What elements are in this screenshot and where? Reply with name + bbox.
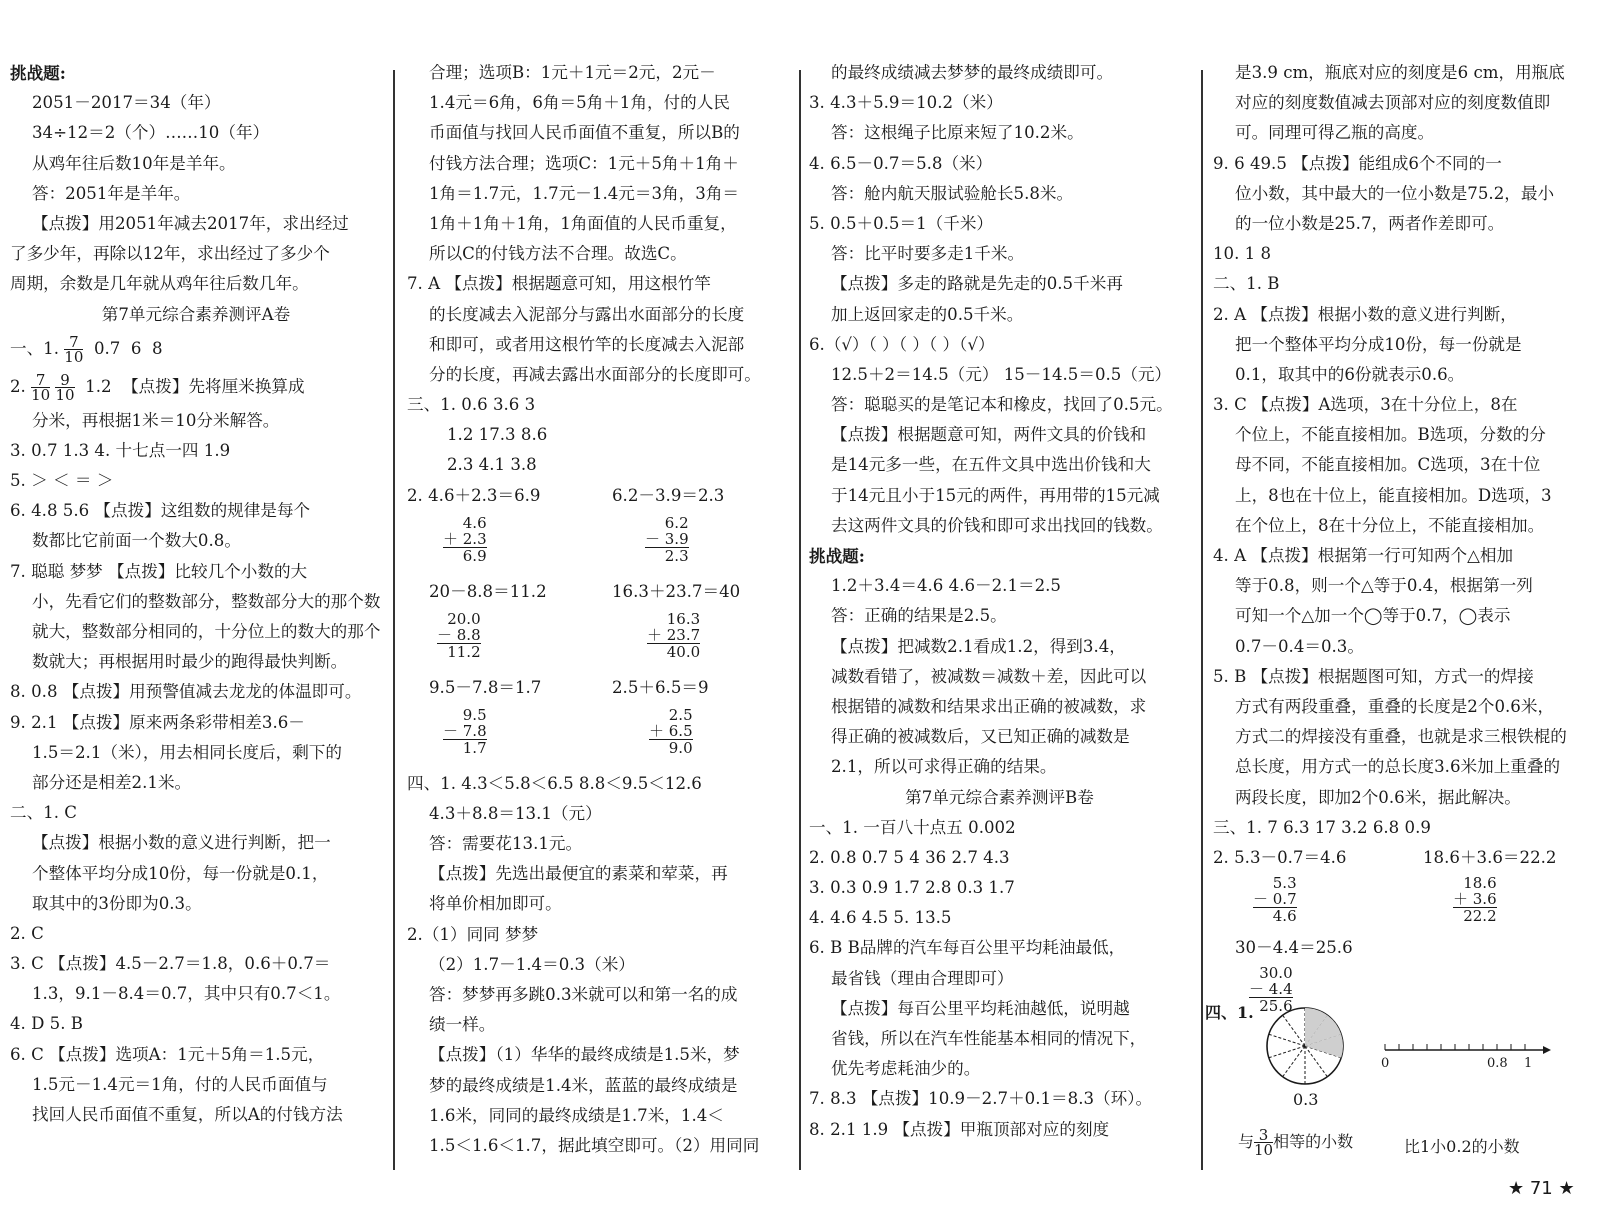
hint-line: 周期，余数是几年就从鸡年往后数几年。 — [10, 274, 309, 294]
hint-line: 分的长度，再减去露出水面部分的长度即可。 — [429, 364, 761, 384]
answer-line: 2. A 【点拨】根据小数的意义进行判断， — [1213, 304, 1517, 324]
answer-line: 一、1. 一百八十点五 0.002 — [809, 817, 1016, 837]
answer-line: 2.3 4.1 3.8 — [447, 455, 537, 475]
calc-block — [407, 481, 790, 577]
column-divider — [799, 70, 801, 1170]
hint-line: 【点拨】用2051年减去2017年，求出经过 — [32, 213, 349, 233]
equation: 2. 5.3－0.7＝4.6 — [1213, 847, 1347, 867]
challenge-heading: 挑战题: — [809, 546, 865, 566]
hint-line: 1.6米，同同的最终成绩是1.7米，1.4＜ — [429, 1105, 724, 1125]
answer-line: 5. ＞ ＜ ＝ ＞ — [10, 471, 114, 491]
answer-line: 三、1. 0.6 3.6 3 — [407, 395, 536, 415]
hint-line: 找回人民币面值不重复，所以A的付钱方法 — [32, 1105, 343, 1124]
answer-line: 4. 4.6 4.5 5. 13.5 — [809, 908, 952, 928]
shaded-sectors — [1305, 1008, 1343, 1058]
answer-line: 答：比平时要多走1千米。 — [831, 244, 1025, 264]
figure-caption-1: 与 $\frac{3}{10}$ 相等的小数 — [1238, 1126, 1354, 1159]
equation: 20－8.8＝11.2 — [429, 581, 547, 601]
vertical-calc: 4.6 ＋ 2.3 6.9 — [443, 513, 487, 565]
hint-line: 0.7－0.4＝0.3。 — [1235, 636, 1364, 656]
answer-line: 3. 0.7 1.3 4. 十七点一四 1.9 — [10, 440, 231, 460]
figure-label: 四、1. — [1205, 1003, 1254, 1022]
answer-line: 6.（√）（ ）（ ）（ ）（√） — [809, 334, 995, 354]
answer-line: 答：正确的结果是2.5。 — [831, 606, 1007, 626]
answer-line: 2. $\frac{7}{10}$ $\frac{9}{10}$ 1.2 【点拨】先将厘米换算成 — [10, 370, 305, 404]
answer-column-2 — [407, 58, 790, 1161]
hint-line: 两段长度，即加2个0.6米，据此解决。 — [1235, 787, 1521, 807]
fraction: $\frac{3}{10}$ — [1254, 1126, 1274, 1159]
hint-line: 1角＝1.7元，1.7元－1.4元＝3角，3角＝ — [429, 183, 739, 203]
number-line-ticks — [1385, 1044, 1525, 1050]
equation: 16.3＋23.7＝40 — [612, 581, 741, 601]
answer-line: 7. 聪聪 梦梦 【点拨】比较几个小数的大 — [10, 561, 308, 581]
hint-line: 了多少年，再除以12年，求出经过了多少个 — [10, 244, 330, 264]
challenge-heading: 挑战题: — [10, 63, 66, 83]
hint-line: 0.1，取其中的6份就表示0.6。 — [1235, 364, 1465, 384]
hint-line: 方式有两段重叠，重叠的长度是2个0.6米， — [1235, 696, 1555, 716]
answer-line: 12.5＋2＝14.5（元） 15－14.5＝0.5（元） — [831, 364, 1172, 384]
answer-line: 三、1. 7 6.3 17 3.2 6.8 0.9 — [1213, 817, 1431, 837]
circle-diagram — [1267, 1008, 1343, 1084]
hint-line: 【点拨】先选出最便宜的素菜和荤菜，再 — [429, 864, 728, 884]
answer-line: 8. 2.1 1.9 【点拨】甲瓶顶部对应的刻度 — [809, 1119, 1110, 1139]
hint-line: 等于0.8，则一个△等于0.4，根据第一列 — [1235, 576, 1533, 596]
hint-line: 部分还是相差2.1米。 — [32, 772, 192, 792]
hint-line: 的一位小数是25.7，两者作差即可。 — [1235, 213, 1505, 233]
hint-line: 可。同理可得乙瓶的高度。 — [1235, 123, 1435, 143]
column-divider — [1201, 70, 1203, 1170]
fraction: $\frac{7}{10}$ — [31, 370, 51, 404]
hint-line: 把一个整体平均分成10份，每一份就是 — [1235, 334, 1522, 354]
answer-line: 4. D 5. B — [10, 1014, 83, 1034]
hint-line: 1.5＜1.6＜1.7，据此填空即可。（2）用同同 — [429, 1135, 760, 1155]
circle-spoke — [1283, 1015, 1305, 1046]
hint-line: 1角＋1角＋1角，1角面值的人民币重复， — [429, 213, 737, 233]
circle-spoke — [1269, 1034, 1305, 1046]
hint-line: 数就大；再根据用时最少的跑得最快判断。 — [32, 652, 348, 672]
fraction: $\frac{9}{10}$ — [55, 370, 75, 404]
hint-line: 1.5元－1.4元＝1角，付的人民币面值与 — [32, 1074, 328, 1094]
page-number: ★ 71 ★ — [1508, 1178, 1575, 1199]
hint-line: 【点拨】把减数2.1看成1.2，得到3.4， — [831, 636, 1126, 656]
text-line: 34÷12＝2（个）……10（年） — [32, 123, 270, 143]
text-line: 2051－2017＝34（年） — [32, 93, 221, 113]
answer-line: 7. A 【点拨】根据题意可知，用这根竹竿 — [407, 274, 711, 294]
answer-line: 4.3＋8.8＝13.1（元） — [429, 803, 602, 823]
equation: 9.5－7.8＝1.7 — [429, 677, 542, 697]
answer-line: 绩一样。 — [429, 1015, 496, 1035]
hint-line: 减数看错了，被减数＝减数＋差，因此可以 — [831, 666, 1147, 686]
answer-line: 答：舱内航天服试验舱长5.8米。 — [831, 183, 1074, 203]
section-title: 第7单元综合素养测评A卷 — [101, 304, 291, 324]
circle-spoke — [1283, 1046, 1305, 1077]
hint-line: 是14元多一些，在五件文具中选出价钱和大 — [831, 455, 1151, 475]
answer-line: 二、1. C — [10, 803, 77, 823]
hint-line: 【点拨】根据题意可知，两件文具的价钱和 — [831, 425, 1147, 445]
hint-line: 梦的最终成绩是1.4米，蓝蓝的最终成绩是 — [429, 1075, 738, 1095]
hint-line: 将单价相加即可。 — [429, 894, 562, 914]
answer-line: 2. C — [10, 923, 44, 943]
answer-line: 7. 8.3 【点拨】10.9－2.7＋0.1＝8.3（环）。 — [809, 1089, 1153, 1109]
hint-line: 个整体平均分成10份，每一份就是0.1， — [32, 863, 329, 883]
line-label-1: 1 — [1524, 1056, 1533, 1071]
answer-line: 最省钱（理由合理即可） — [831, 968, 1014, 988]
hint-line: 【点拨】根据小数的意义进行判断，把一 — [32, 833, 331, 853]
answer-line: 3. 4.3＋5.9＝10.2（米） — [809, 93, 1003, 113]
answer-line: 答：这根绳子比原来短了10.2米。 — [831, 123, 1084, 143]
answer-line: 二、1. B — [1213, 274, 1280, 294]
vertical-calc: 30.0 － 4.4 25.6 — [1249, 963, 1293, 1015]
equation: 2. 4.6＋2.3＝6.9 — [407, 485, 541, 505]
answer-line: 答：梦梦再多跳0.3米就可以和第一名的成 — [429, 984, 738, 1004]
hint-line: 方式二的焊接没有重叠，也就是求三根铁棍的 — [1235, 727, 1567, 747]
answer-figure — [1205, 1000, 1595, 1130]
answer-line: 9. 2.1 【点拨】原来两条彩带相差3.6－ — [10, 712, 305, 732]
equation: 6.2－3.9＝2.3 — [612, 485, 725, 505]
hint-line: 的长度减去入泥部分与露出水面部分的长度 — [429, 304, 745, 324]
hint-line: 就大，整数部分相同的，十分位上的数大的那个 — [32, 622, 381, 641]
answer-line: 四、1. 4.3＜5.8＜6.5 8.8＜9.5＜12.6 — [407, 773, 702, 793]
hint-line: 的最终成绩减去梦梦的最终成绩即可。 — [831, 63, 1114, 82]
answer-line: 2.（1）同同 梦梦 — [407, 924, 539, 944]
figure-caption-2: 比1小0.2的小数 — [1404, 1137, 1520, 1156]
hint-line: 去这两件文具的价钱和即可求出找回的钱数。 — [831, 515, 1163, 535]
hint-line: 1.3，9.1－8.4＝0.7，其中只有0.7＜1。 — [32, 984, 341, 1004]
hint-line: 2.1，所以可求得正确的结果。 — [831, 757, 1057, 777]
hint-line: 加上返回家走的0.5千米。 — [831, 304, 1024, 324]
text-line: 从鸡年往后数10年是羊年。 — [32, 153, 236, 173]
hint-line: 【点拨】每百公里平均耗油越低，说明越 — [831, 998, 1130, 1018]
hint-line: 是3.9 cm，瓶底对应的刻度是6 cm，用瓶底 — [1235, 63, 1565, 82]
calc-block — [407, 673, 790, 769]
text-line: 答：2051年是羊年。 — [32, 183, 191, 203]
section-title: 第7单元综合素养测评B卷 — [905, 787, 1094, 807]
answer-line: 8. 0.8 【点拨】用预警值减去龙龙的体温即可。 — [10, 682, 362, 702]
hint-line: 个位上，不能直接相加。B选项，分数的分 — [1235, 425, 1546, 445]
hint-line: 总长度，用方式一的总长度3.6米加上重叠的 — [1235, 757, 1561, 777]
vertical-calc: 9.5 － 7.8 1.7 — [443, 705, 487, 757]
vertical-calc: 16.3 ＋ 23.7 40.0 — [647, 609, 701, 661]
hint-line: 于14元且小于15元的两件，再用带的15元减 — [831, 485, 1160, 505]
answer-line: 3. C 【点拨】4.5－2.7＝1.8，0.6＋0.7＝ — [10, 954, 331, 974]
column-divider — [393, 70, 395, 1170]
answer-line: 4. 6.5－0.7＝5.8（米） — [809, 153, 993, 173]
vertical-calc: 5.3 － 0.7 4.6 — [1253, 873, 1297, 925]
answer-line: 5. 0.5＋0.5＝1（千米） — [809, 213, 994, 233]
hint-line: 数都比它前面一个数大0.8。 — [32, 531, 241, 551]
hint-line: 位小数，其中最大的一位小数是75.2，最小 — [1235, 183, 1555, 203]
figure-svg — [1205, 1000, 1595, 1130]
line-label-08: 0.8 — [1487, 1056, 1508, 1071]
vertical-calc: 2.5 ＋ 6.5 9.0 — [649, 705, 693, 757]
hint-line: 1.5＝2.1（米），用去相同长度后，剩下的 — [32, 742, 342, 762]
answer-line: 3. 0.3 0.9 1.7 2.8 0.3 1.7 — [809, 878, 1015, 898]
hint-line: 所以C的付钱方法不合理。故选C。 — [429, 244, 687, 264]
vertical-calc: 18.6 ＋ 3.6 22.2 — [1453, 873, 1497, 925]
vertical-calc: 6.2 － 3.9 2.3 — [645, 513, 689, 565]
hint-line: 合理；选项B：1元＋1元＝2元，2元－ — [429, 63, 716, 82]
answer-line: 答：聪聪买的是笔记本和橡皮，找回了0.5元。 — [831, 395, 1173, 415]
answer-column-3 — [809, 58, 1190, 1145]
hint-line: 分米，再根据1米＝10分米解答。 — [32, 410, 280, 430]
answer-line: 1.2 17.3 8.6 — [447, 425, 548, 445]
hint-line: 和即可，或者用这根竹竿的长度减去入泥部 — [429, 334, 745, 354]
hint-line: 小，先看它们的整数部分，整数部分大的那个数 — [32, 591, 381, 611]
answer-column-1 — [10, 58, 382, 1130]
hint-line: 【点拨】多走的路就是先走的0.5千米再 — [831, 274, 1123, 294]
hint-line: 根据错的减数和结果求出正确的被减数，求 — [831, 696, 1147, 716]
hint-line: 省钱，所以在汽车性能基本相同的情况下， — [831, 1029, 1147, 1048]
hint-line: 1.4元＝6角，6角＝5角＋1角，付的人民 — [429, 93, 730, 113]
hint-line: 币面值与找回人民币面值不重复，所以B的 — [429, 123, 740, 143]
equation: 18.6＋3.6＝22.2 — [1423, 847, 1557, 867]
answer-line: （2）1.7－1.4＝0.3（米） — [429, 954, 635, 974]
answer-line: 4. A 【点拨】根据第一行可知两个△相加 — [1213, 546, 1514, 565]
equation: 2.5＋6.5＝9 — [612, 677, 709, 697]
hint-line: 母不同，不能直接相加。C选项，3在十位 — [1235, 455, 1541, 475]
hint-line: 付钱方法合理；选项C：1元＋5角＋1角＋ — [429, 153, 739, 173]
hint-line: 上，8也在十位上，能直接相加。D选项，3 — [1235, 485, 1552, 505]
circle-value: 0.3 — [1293, 1090, 1319, 1109]
vertical-calc: 20.0 － 8.8 11.2 — [437, 609, 481, 661]
hint-line: 得正确的被减数后，又已知正确的减数是 — [831, 727, 1130, 747]
hint-line: 【点拨】（1）华华的最终成绩是1.5米，梦 — [429, 1045, 740, 1065]
circle-spoke — [1269, 1046, 1305, 1058]
arrow-icon — [1543, 1046, 1551, 1054]
answer-line: 2. 0.8 0.7 5 4 36 2.7 4.3 — [809, 847, 1010, 867]
answer-line: 答：需要花13.1元。 — [429, 834, 583, 853]
calc-block — [407, 577, 790, 673]
answer-line: 1.2＋3.4＝4.6 4.6－2.1＝2.5 — [831, 576, 1061, 596]
answer-line: 10. 1 8 — [1213, 244, 1272, 264]
answer-line: 6. 4.8 5.6 【点拨】这组数的规律是每个 — [10, 501, 311, 521]
number-line — [1385, 1044, 1551, 1054]
answer-line: 5. B 【点拨】根据题图可知，方式一的焊接 — [1213, 666, 1534, 686]
answer-line: 3. C 【点拨】A选项，3在十分位上，8在 — [1213, 395, 1518, 415]
hint-line: 对应的刻度数值减去顶部对应的刻度数值即 — [1235, 93, 1551, 113]
equation: 30－4.4＝25.6 — [1235, 937, 1353, 957]
hint-line: 取其中的3份即为0.3。 — [32, 893, 202, 913]
hint-line: 可知一个△加一个◯等于0.7，◯表示 — [1235, 606, 1511, 626]
line-label-0: 0 — [1381, 1056, 1390, 1071]
hint-line: 在个位上，8在十分位上，不能直接相加。 — [1235, 515, 1545, 535]
hint-line: 优先考虑耗油少的。 — [831, 1059, 981, 1079]
answer-line: 6. C 【点拨】选项A：1元＋5角＝1.5元， — [10, 1044, 325, 1064]
fraction: $\frac{7}{10}$ — [64, 332, 84, 366]
answer-line: 9. 6 49.5 【点拨】能组成6个不同的一 — [1213, 153, 1502, 173]
answer-line: 6. B B品牌的汽车每百公里平均耗油最低， — [809, 938, 1126, 958]
answer-line: 一、1. $\frac{7}{10}$ 0.7 6 8 — [10, 332, 163, 366]
